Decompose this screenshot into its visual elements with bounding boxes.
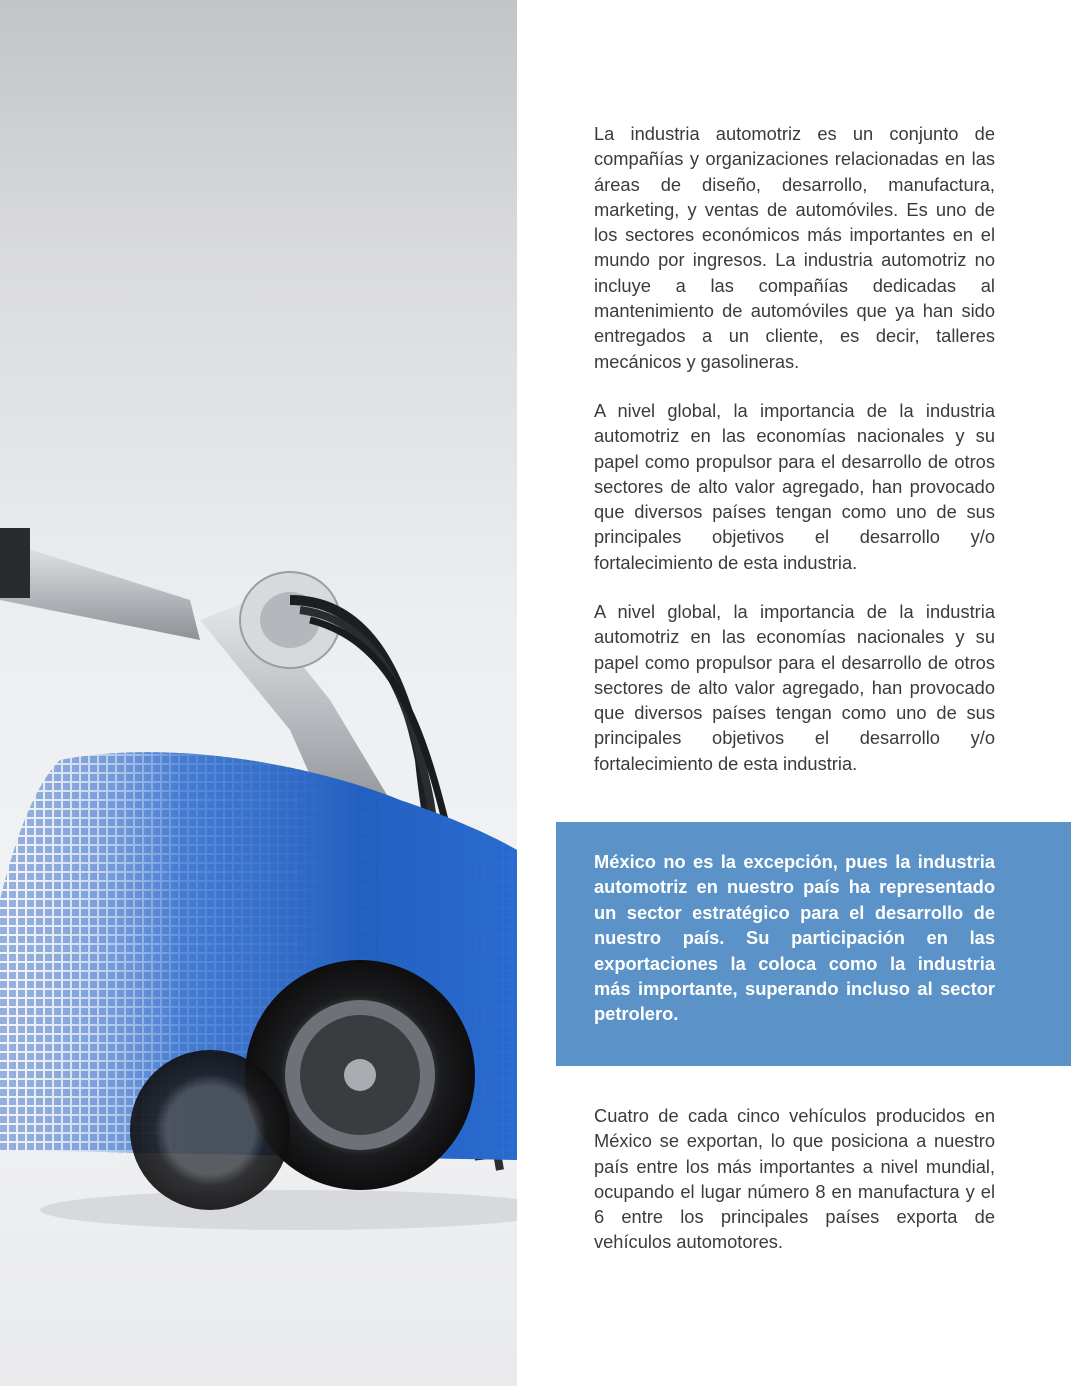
mexico-callout-box	[556, 822, 1071, 1066]
exports-paragraph: Cuatro de cada cinco vehículos producidos en México se exportan, lo que posiciona a nuestro país entre los más importantes a nivel mundial, ocupando el lugar número 8 en manufactura y el 6 entre los principales países exporta de vehículos automotores.	[594, 1105, 995, 1253]
global-importance-paragraph-repeat: A nivel global, la importancia de la industria automotriz en las economías nacionales y su papel como propulsor para el desarrollo de otros sectores de alto valor agregado, han provocado que diversos países tengan como uno de sus principales objetivos el desarrollo y/o fortalecimiento de esta industria.	[594, 601, 995, 774]
robot-arm-car-photo	[0, 0, 517, 1386]
mexico-callout-text: México no es la excepción, pues la industria automotriz en nuestro país ha representado un sector estratégico para el desarrollo de nuestro país. Su participación en las exportaciones la coloca como la industria más importante, superando incluso al sector petrolero.	[594, 851, 995, 1025]
intro-paragraph: La industria automotriz es un conjunto de compañías y organizaciones relacionadas en las áreas de diseño, desarrollo, manufactura, marketing, y ventas de automóviles. Es uno de los sectores económicos más importantes en el mundo por ingresos. La industria automotriz no incluye a las compañías dedicadas al mantenimiento de automóviles que ya han sido entregados a un cliente, es decir, talleres mecánicos y gasolineras.	[594, 123, 995, 372]
robot-arm-car-icon	[0, 0, 517, 1386]
global-importance-paragraph: A nivel global, la importancia de la industria automotriz en las economías nacionales y su papel como propulsor para el desarrollo de otros sectores de alto valor agregado, han provocado que diversos países tengan como uno de sus principales objetivos el desarrollo y/o fortalecimiento de esta industria.	[594, 400, 995, 573]
